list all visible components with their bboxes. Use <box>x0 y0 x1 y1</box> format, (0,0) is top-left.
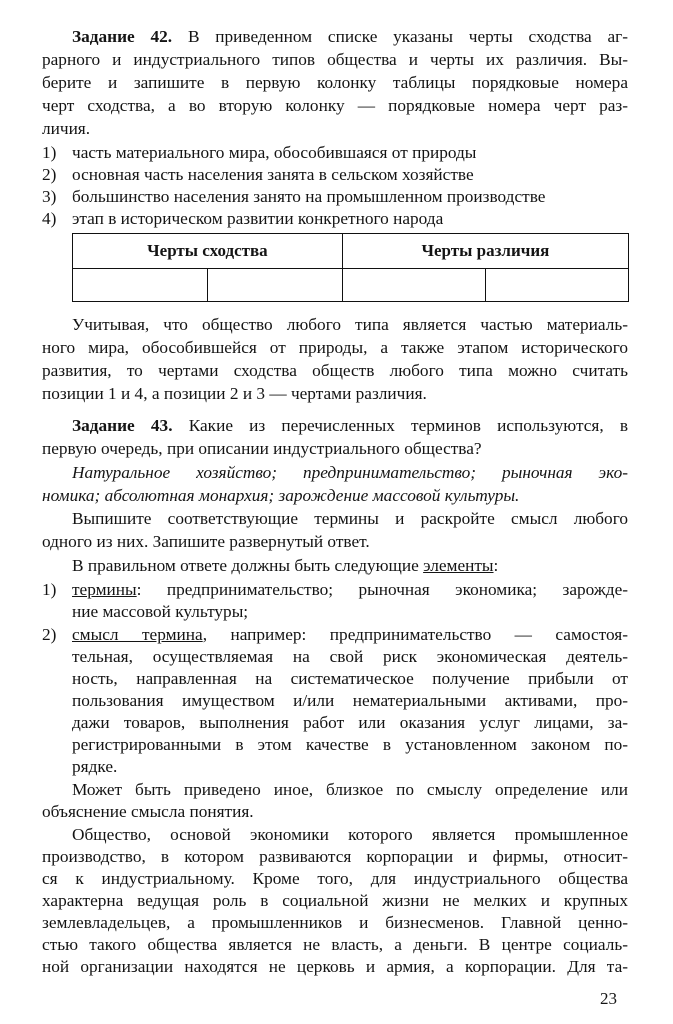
text-line: одного из них. Запишите развернутый ответ. <box>42 532 370 551</box>
answer-table <box>72 233 629 302</box>
italic-line <box>42 485 628 507</box>
task42-label: Задание 42. <box>72 27 173 46</box>
italic-text: Натуральное хозяйство; предпринимательство; рыночная эко- <box>72 463 628 482</box>
elements-intro-text: В правильном ответе должны быть следующие <box>72 556 424 575</box>
text-line: Может быть приведено иное, близкое по смыслу определение или <box>72 780 628 799</box>
elements-word: элементы <box>423 556 494 575</box>
list-number: 1) <box>42 580 57 599</box>
text-line: Общество, основой экономики которого является промышленное <box>72 825 628 844</box>
text-line: Учитывая, что общество любого типа является частью материаль- <box>72 315 628 334</box>
text-line: стью такого общества является не власть, а деньги. В центре социаль- <box>42 935 628 954</box>
list-item <box>72 624 628 646</box>
text-line: личия. <box>42 119 91 138</box>
list-item-cont: ность, направленная на систематическое получение прибыли от <box>72 669 628 688</box>
text-line: производство, в котором развиваются корпорации и фирмы, относит- <box>42 847 628 866</box>
task42-heading <box>72 26 628 48</box>
elements-colon: : <box>493 556 499 575</box>
text-line: землевладельцев, а промышленников и бизнесменов. Главной ценно- <box>42 913 628 932</box>
list-item-cont: регистрированными в этом качестве в установленном законом по- <box>72 735 628 754</box>
text-line: Выпишите соответствующие термины и раскройте смысл любого <box>72 509 628 528</box>
text-line: объяснение смысла понятия. <box>42 802 254 821</box>
text-line: ного мира, обособившейся от природы, а также этапом исторического <box>42 338 628 357</box>
text-line: позиции 1 и 4, а позиции 2 и 3 — чертами различия. <box>42 384 427 403</box>
table-cell <box>207 269 342 302</box>
term-text: : предпринимательство; рыночная экономика; зарожде- <box>136 580 628 599</box>
list-item: основная часть населения занята в сельском хозяйстве <box>72 165 474 184</box>
list-item-cont: рядке. <box>72 757 118 776</box>
text-line: ной организации находятся не церковь и армия, а корпорации. Для та- <box>42 957 628 976</box>
task43-label: Задание 43. <box>72 416 173 435</box>
text-line: характерна ведущая роль в социальной жизни не мелких и крупных <box>42 891 628 910</box>
text-line: черт сходства, а во вторую колонку — порядковые номера черт раз- <box>42 96 628 115</box>
text-line: первую очередь, при описании индустриального общества? <box>42 439 482 458</box>
italic-line <box>72 462 628 484</box>
list-item-cont: тельная, осуществляемая на свой риск экономическая деятель- <box>72 647 628 666</box>
task43-heading <box>72 415 628 437</box>
list-number: 2) <box>42 165 57 184</box>
list-item: большинство населения занято на промышленном производстве <box>72 187 546 206</box>
italic-text: номика; абсолютная монархия; зарождение массовой культуры. <box>42 486 520 505</box>
table-header-differences: Черты различия <box>342 234 628 269</box>
table-cell <box>485 269 628 302</box>
list-number: 4) <box>42 209 57 228</box>
term-text: , например: предпринимательство — самостоя- <box>202 625 628 644</box>
list-item: этап в историческом развитии конкретного народа <box>72 209 444 228</box>
term-label: термины <box>72 580 137 599</box>
text-line: берите и запишите в первую колонку таблицы порядковые номера <box>42 73 628 92</box>
text-line: рарного и индустриального типов общества и черты их различия. Вы- <box>42 50 628 69</box>
page-number: 23 <box>600 989 617 1008</box>
table-cell <box>342 269 485 302</box>
task43-heading-text: Какие из перечисленных терминов используются, в <box>172 416 628 435</box>
table-header-similarities: Черты сходства <box>73 234 343 269</box>
list-number: 2) <box>42 625 57 644</box>
elements-intro <box>72 555 628 577</box>
list-item-cont: ние массовой культуры; <box>72 602 249 621</box>
text-line: ся к индустриальному. Кроме того, для индустриального общества <box>42 869 628 888</box>
list-item-cont: дажи товаров, выполнения работ или оказания услуг лицами, за- <box>72 713 628 732</box>
list-number: 1) <box>42 143 57 162</box>
list-item <box>72 579 628 601</box>
term-label: смысл термина <box>72 625 203 644</box>
table-cell <box>73 269 208 302</box>
list-item-cont: пользования имуществом и/или нематериальными активами, про- <box>72 691 628 710</box>
list-number: 3) <box>42 187 57 206</box>
task42-heading-text: В приведенном списке указаны черты сходства аг- <box>172 27 628 46</box>
text-line: развития, то чертами сходства обществ любого типа можно считать <box>42 361 628 380</box>
list-item: часть материального мира, обособившаяся от природы <box>72 143 477 162</box>
